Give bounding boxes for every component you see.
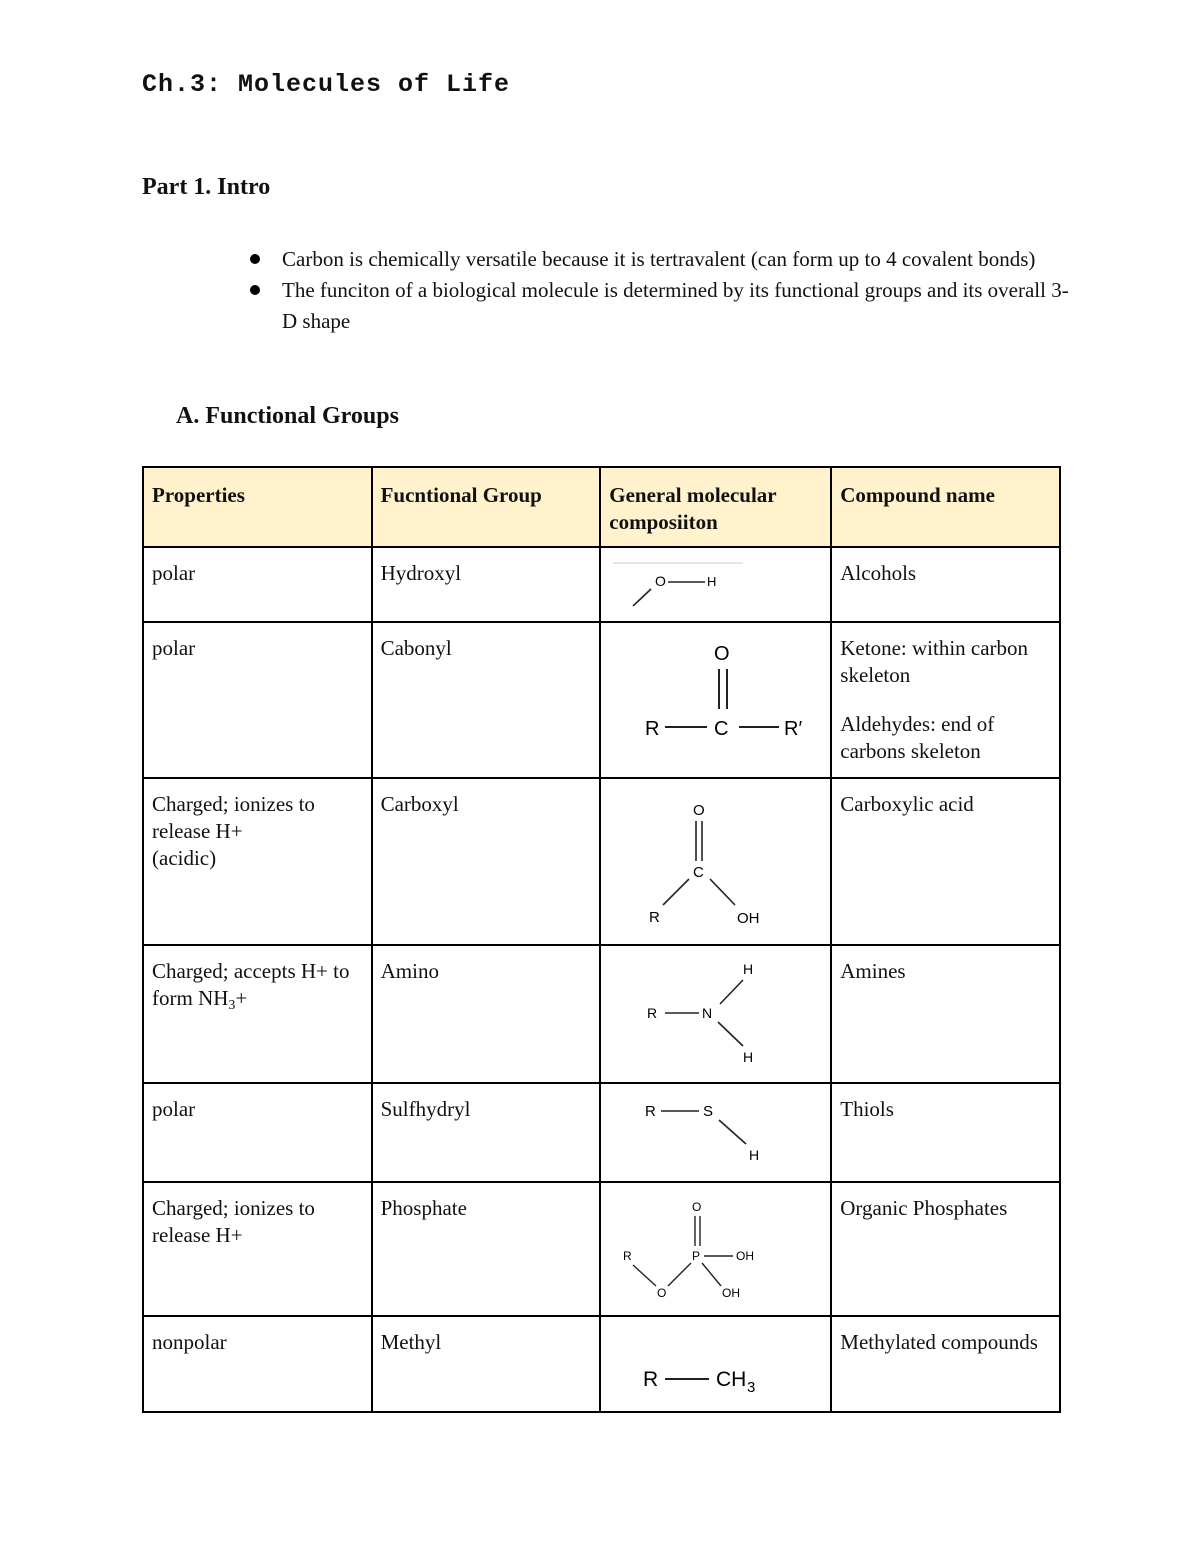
list-item: The funciton of a biological molecule is determined by its functional groups and its overall 3-D shape (248, 275, 1078, 337)
atom-label: H (743, 1049, 754, 1065)
bullet-icon (250, 285, 260, 295)
atom-label: O (692, 1200, 702, 1214)
cell-group: Sulfhydryl (372, 1083, 601, 1182)
cell-property: nonpolar (143, 1316, 372, 1412)
table-row (143, 1182, 1060, 1316)
amino-diagram (601, 946, 830, 1082)
section-heading: A. Functional Groups (176, 403, 399, 429)
cell-group: Amino (372, 945, 601, 1083)
cell-compound: Ketone: within carbon skeleton Aldehydes: end of carbons skeleton (831, 622, 1060, 778)
cell-compound: Alcohols (831, 547, 1060, 622)
cell-group: Cabonyl (372, 622, 601, 778)
header-properties: Properties (143, 467, 372, 547)
cell-property: polar (143, 1083, 372, 1182)
atom-label: OH (737, 910, 760, 927)
atom-label: R (647, 1005, 658, 1021)
cell-property: Charged; accepts H+ to form $NH_3+$ (143, 945, 372, 1083)
cell-group: Hydroxyl (372, 547, 601, 622)
cell-group: Phosphate (372, 1182, 601, 1316)
cell-property: Charged; ionizes to release H+ (143, 1182, 372, 1316)
cell-compound: Carboxylic acid (831, 778, 1060, 945)
cell-compound: Amines (831, 945, 1060, 1083)
header-functional-group: Fucntional Group (372, 467, 601, 547)
atom-label: R (645, 718, 660, 740)
page-title: Ch.3: Molecules of Life (142, 70, 511, 99)
table-row (143, 945, 1060, 1083)
cell-group: Carboxyl (372, 778, 601, 945)
atom-label: O (714, 643, 730, 665)
cell-compound: Thiols (831, 1083, 1060, 1182)
cell-compound: Organic Phosphates (831, 1182, 1060, 1316)
atom-label: H (743, 961, 754, 977)
header-composition: General molecular composiiton (600, 467, 831, 547)
methyl-diagram (601, 1317, 830, 1411)
atom-label: S (703, 1103, 714, 1120)
atom-label: R (645, 1103, 657, 1120)
atom-label: O (657, 1286, 667, 1300)
table-header-row (143, 467, 1060, 547)
cell-compound: Methylated compounds (831, 1316, 1060, 1412)
table-row (143, 1083, 1060, 1182)
table-row (143, 622, 1060, 778)
sulfhydryl-diagram (601, 1084, 830, 1181)
cell-property: polar (143, 547, 372, 622)
carbonyl-structure (600, 622, 831, 778)
hydroxyl-structure (600, 547, 831, 622)
carboxyl-structure (600, 778, 831, 945)
carbonyl-diagram (601, 623, 830, 777)
cell-group: Methyl (372, 1316, 601, 1412)
atom-label: H (707, 573, 717, 589)
amino-structure (600, 945, 831, 1083)
phosphate-structure (600, 1182, 831, 1316)
cell-property: Charged; ionizes to release H+ (acidic) (143, 778, 372, 945)
table-row (143, 778, 1060, 945)
bullet-icon (250, 254, 260, 264)
hydroxyl-diagram (601, 549, 830, 621)
table-row (143, 1316, 1060, 1412)
atom-label: R (623, 1249, 632, 1263)
atom-label: O (693, 802, 705, 819)
atom-label: OH (736, 1249, 755, 1263)
table-row (143, 547, 1060, 622)
atom-label: OH (722, 1286, 741, 1300)
atom-label: H (749, 1147, 760, 1163)
atom-label: R (643, 1368, 659, 1391)
carboxyl-diagram (601, 779, 830, 944)
header-compound-name: Compound name (831, 467, 1060, 547)
intro-bullet-list (248, 244, 1078, 337)
atom-label: P (692, 1249, 701, 1263)
atom-label: C (693, 864, 705, 881)
atom-label: R (649, 909, 661, 926)
atom-label: 3 (747, 1379, 756, 1396)
atom-label: C (714, 718, 729, 740)
atom-label: CH (716, 1368, 747, 1391)
part-heading: Part 1. Intro (142, 174, 271, 200)
sulfhydryl-structure (600, 1083, 831, 1182)
cell-property: polar (143, 622, 372, 778)
atom-label: R′ (784, 718, 803, 740)
methyl-structure (600, 1316, 831, 1412)
functional-groups-table (142, 466, 1061, 1413)
atom-label: N (702, 1005, 713, 1021)
list-item: Carbon is chemically versatile because it is tertravalent (can form up to 4 covalent bonds) (248, 244, 1078, 275)
phosphate-diagram (601, 1183, 830, 1315)
atom-label: O (655, 572, 667, 589)
